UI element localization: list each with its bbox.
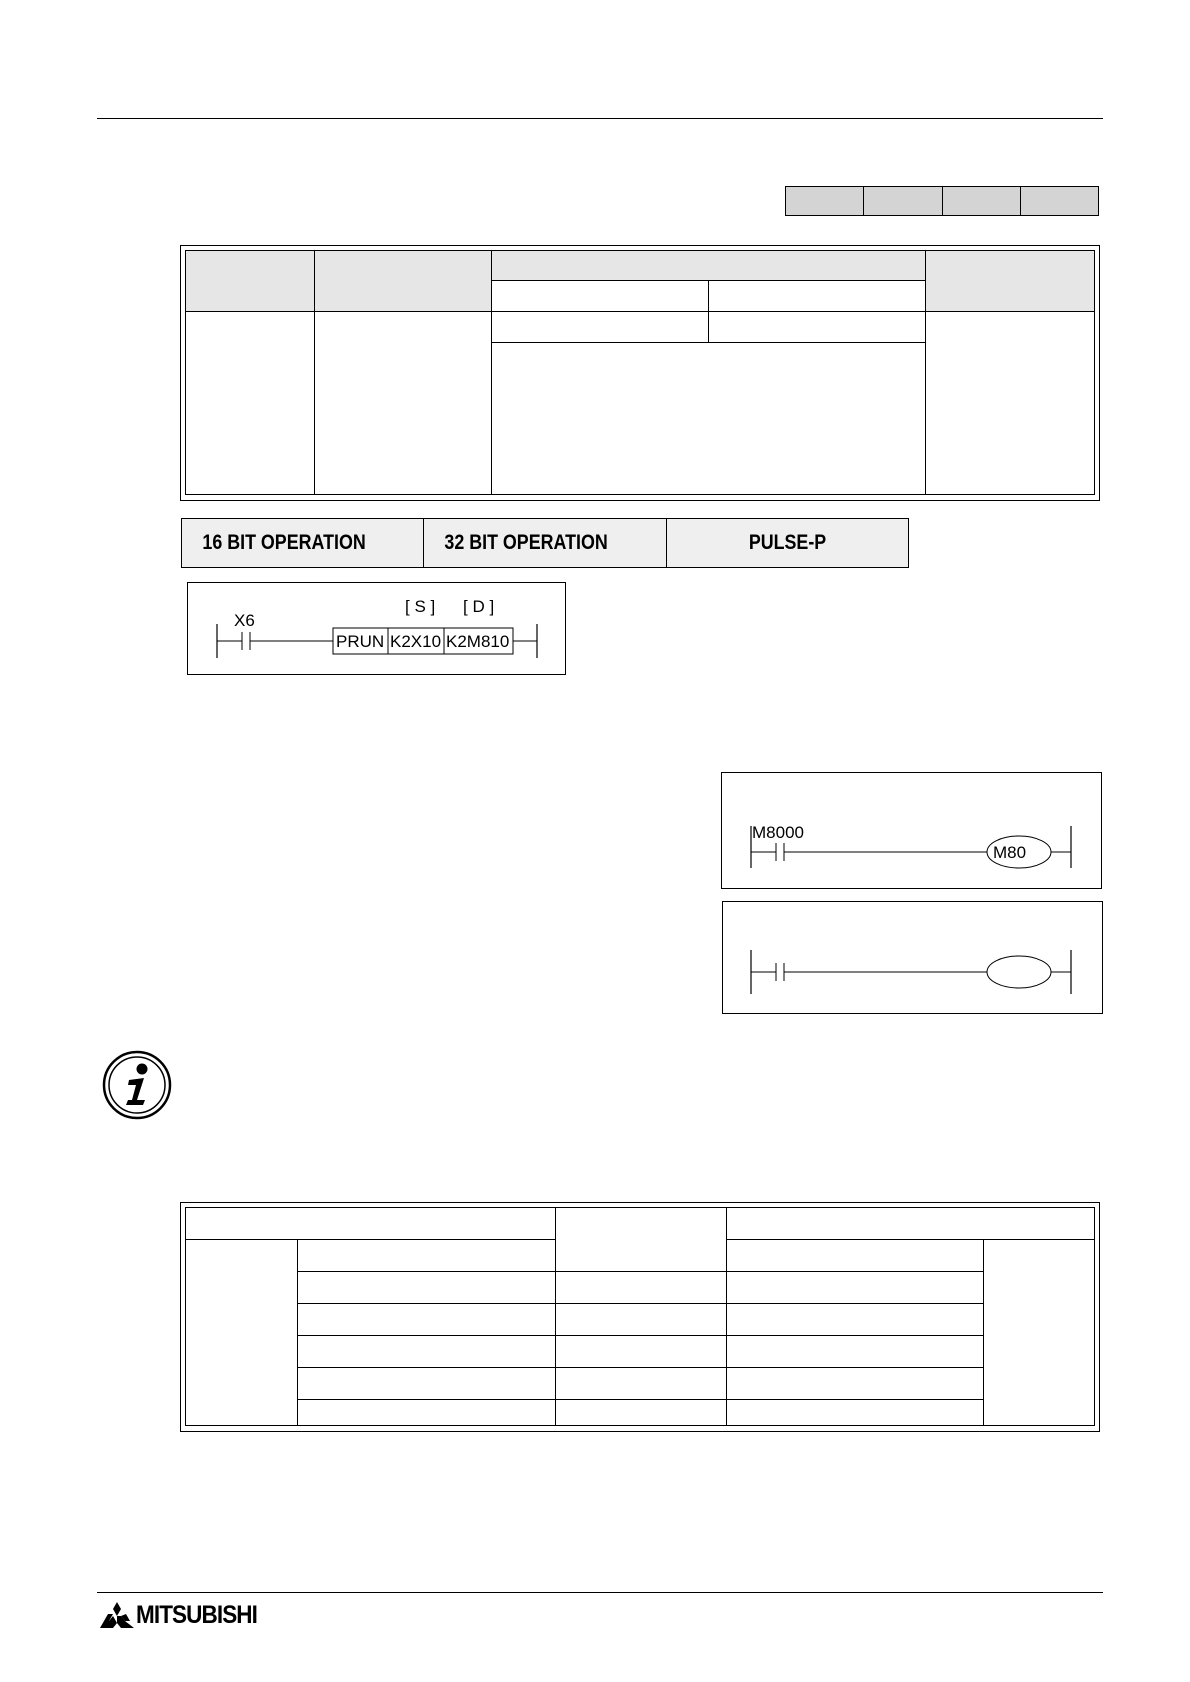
coil-label: M80 — [993, 843, 1027, 862]
operation-bar — [181, 518, 909, 568]
table-subheader-cell — [492, 281, 709, 312]
table-header-cell — [186, 1208, 556, 1240]
table-cell — [556, 1368, 727, 1400]
table-cell — [186, 312, 315, 495]
m8000-ladder-diagram — [721, 772, 1103, 890]
table-header-cell — [186, 251, 315, 312]
info-icon — [102, 1050, 172, 1120]
table-cell — [727, 1336, 984, 1368]
footer-rule — [97, 1592, 1103, 1593]
contact-label: X6 — [234, 611, 255, 630]
table-cell — [298, 1304, 556, 1336]
table-cell — [492, 312, 709, 343]
table-header-cell — [492, 251, 926, 281]
blank-ladder-diagram — [722, 901, 1104, 1015]
applicability-cell — [786, 187, 864, 215]
table-cell — [556, 1272, 727, 1304]
device-table — [185, 1207, 1095, 1426]
table-cell — [727, 1368, 984, 1400]
applicability-cell — [943, 187, 1021, 215]
op-pulse-label: PULSE-P — [748, 531, 827, 554]
footer-brand — [100, 1601, 270, 1629]
op-16bit — [182, 519, 424, 567]
table-cell — [727, 1400, 984, 1426]
table-cell — [556, 1304, 727, 1336]
table-cell — [298, 1368, 556, 1400]
mitsubishi-logo-icon — [100, 1602, 134, 1628]
table-cell — [727, 1272, 984, 1304]
table-cell — [298, 1240, 556, 1272]
instruction-label: PRUN — [336, 632, 385, 651]
applicability-cell — [1021, 187, 1098, 215]
table-cell — [556, 1400, 727, 1426]
table-cell — [727, 1304, 984, 1336]
table-cell — [556, 1336, 727, 1368]
table-cell — [492, 343, 926, 495]
applicability-strip — [785, 186, 1099, 216]
op-16bit-label: 16 BIT OPERATION — [202, 531, 366, 554]
table-cell — [926, 312, 1095, 495]
table-cell — [727, 1240, 984, 1272]
table-header-cell — [556, 1208, 727, 1272]
table-subheader-cell — [709, 281, 926, 312]
coil — [987, 956, 1051, 988]
s-operand-label: [ S ] — [405, 597, 436, 616]
contact-label: M8000 — [752, 823, 804, 842]
prun-ladder-diagram — [187, 582, 567, 676]
brand-name: MITSUBISHI — [136, 1600, 258, 1629]
op-32bit-label: 32 BIT OPERATION — [444, 531, 609, 554]
table-cell — [709, 312, 926, 343]
table-cell — [298, 1400, 556, 1426]
op-pulse — [667, 519, 908, 567]
table-cell — [984, 1240, 1095, 1426]
operand-table — [185, 250, 1095, 495]
table-cell — [298, 1272, 556, 1304]
op-32bit — [424, 519, 666, 567]
table-header-cell — [315, 251, 492, 312]
table-cell — [186, 1240, 298, 1426]
destination-label: K2M810 — [446, 632, 510, 651]
d-operand-label: [ D ] — [463, 597, 495, 616]
table-cell — [298, 1336, 556, 1368]
source-label: K2X10 — [390, 632, 442, 651]
applicability-cell — [864, 187, 942, 215]
table-header-cell — [926, 251, 1095, 312]
table-cell — [315, 312, 492, 495]
table-header-cell — [727, 1208, 1095, 1240]
header-rule — [97, 118, 1103, 119]
